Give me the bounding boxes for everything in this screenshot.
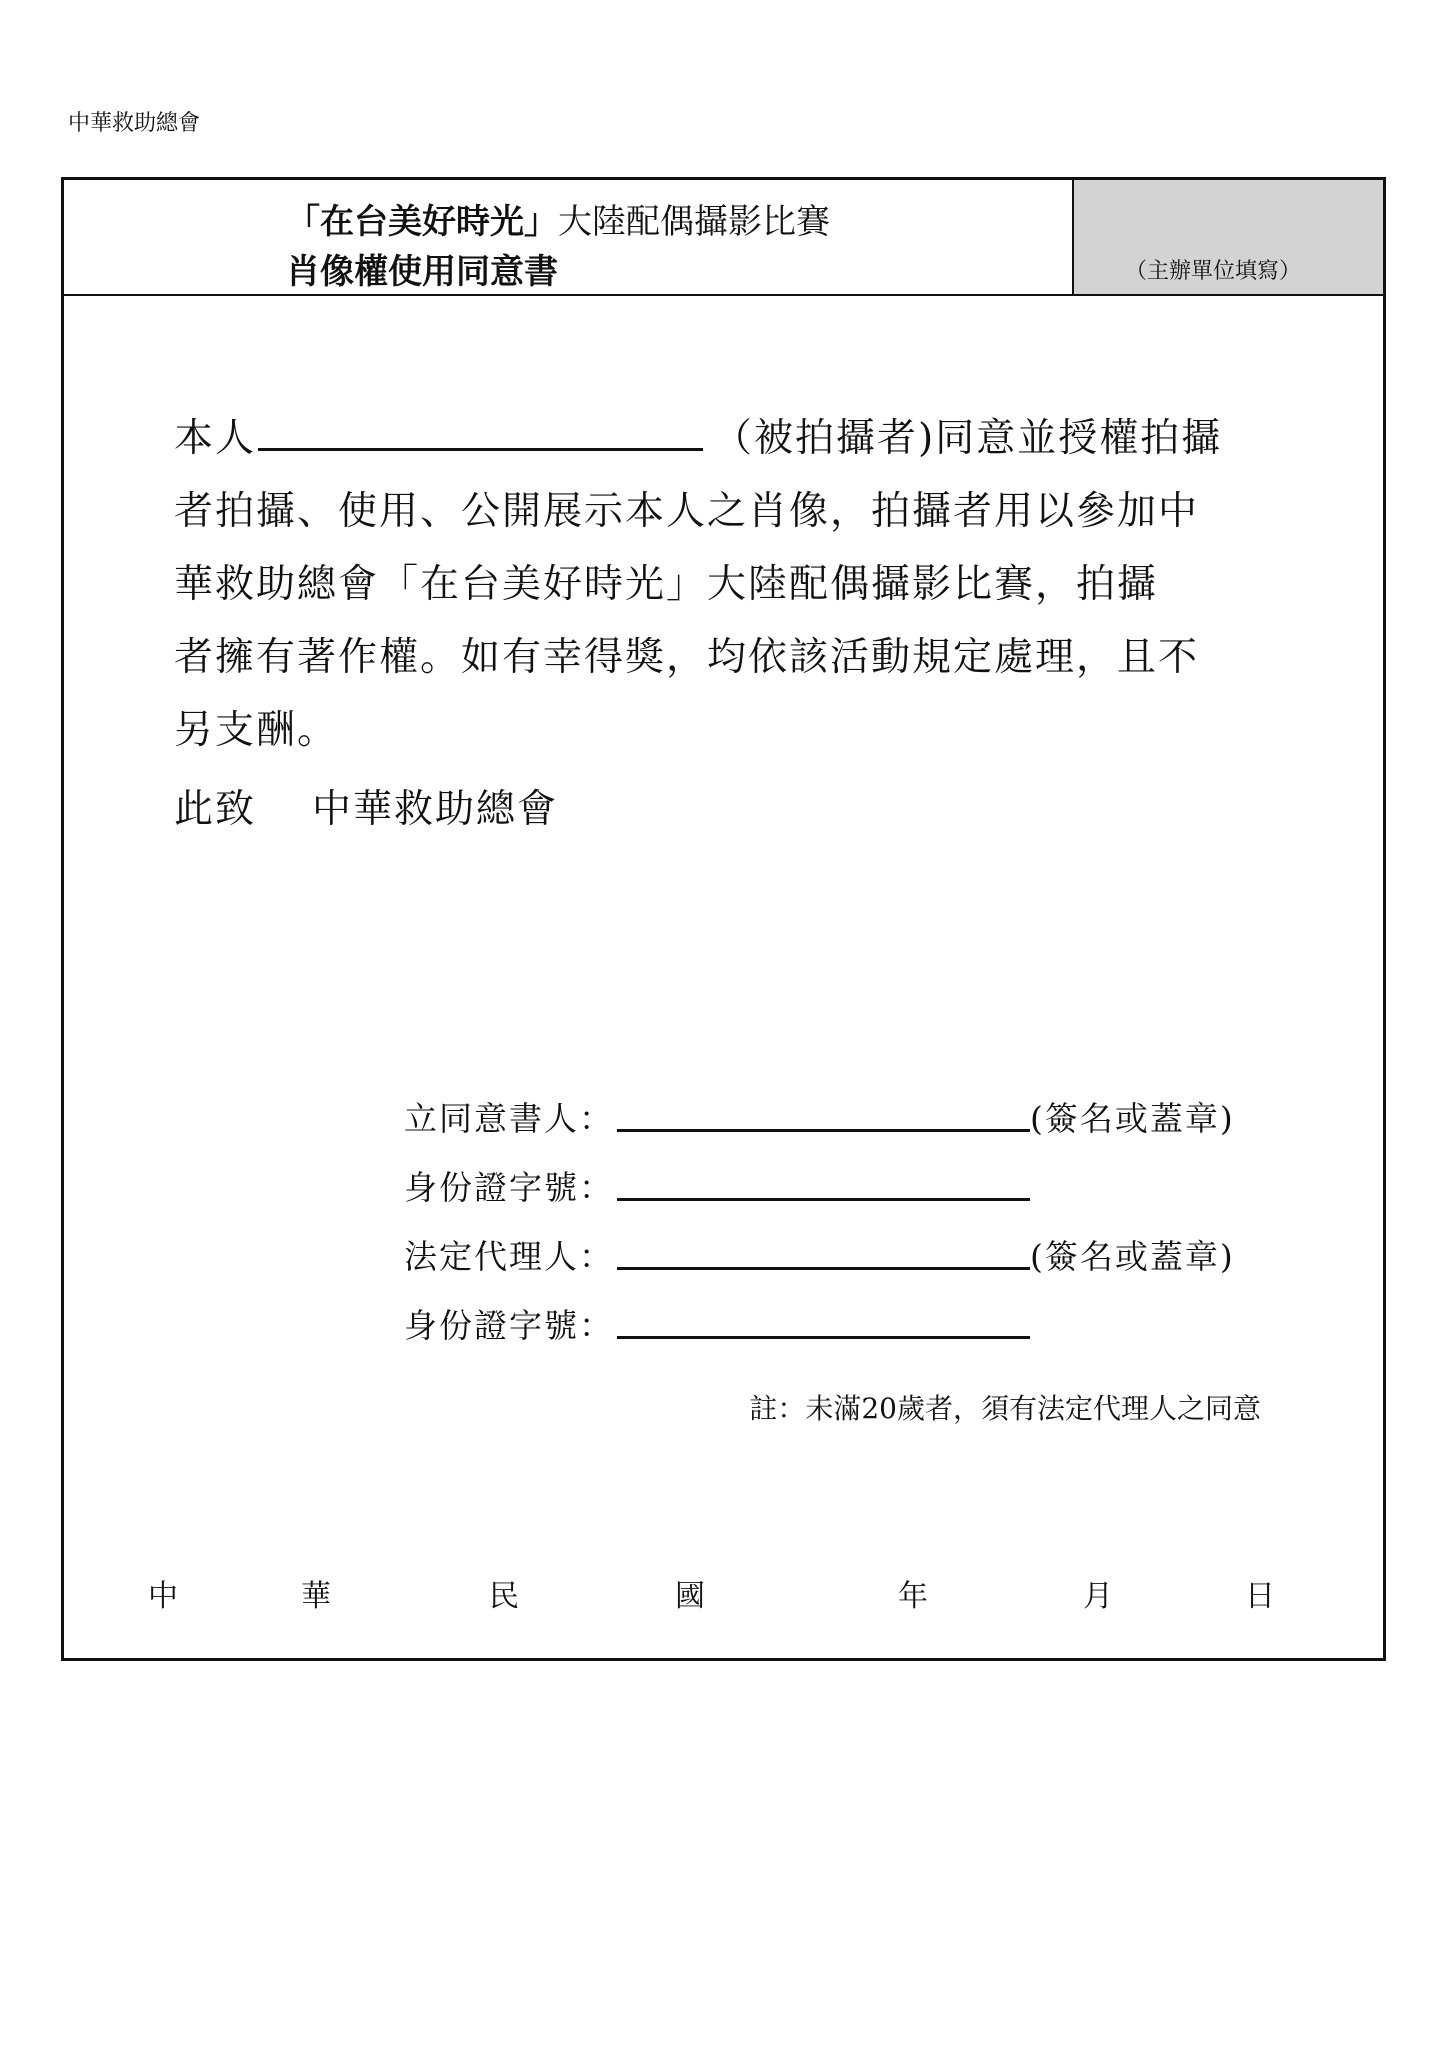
contest-name: 大陸配偶攝影比賽 [558,202,830,242]
consent-form [61,177,1386,1661]
guardian-id-row [404,1300,614,1350]
organization-header: 中華救助總會 [68,111,201,136]
guardian-id-label: 身份證字號： [404,1306,614,1345]
statement-line-5: 另支酬。 [174,708,339,753]
title-cell [64,180,1074,294]
consenter-sign-hint: (簽名或蓋章) [1030,1099,1235,1138]
consenter-signature-field[interactable] [617,1129,1030,1132]
date-day-label: 日 [1245,1579,1275,1614]
guardian-id-field[interactable] [617,1336,1030,1339]
statement-line-3: 華救助總會「在台美好時光」大陸配偶攝影比賽，拍攝 [174,562,1159,607]
office-use-box [1074,180,1383,294]
date-char-2: 華 [301,1579,331,1614]
guardian-signature-row [404,1231,1235,1281]
guardian-signature-field[interactable] [617,1267,1030,1270]
form-title [286,194,830,243]
subject-name-blank[interactable] [258,400,703,451]
office-use-note: （主辦單位填寫） [1124,259,1301,284]
date-char-4: 國 [675,1579,705,1614]
consenter-label: 立同意書人： [404,1099,614,1138]
statement-line-1 [174,400,1284,475]
consenter-id-label: 身份證字號： [404,1168,614,1207]
recipient: 中華救助總會 [312,787,559,832]
date-year-label: 年 [898,1579,928,1614]
guardian-sign-hint: (簽名或蓋章) [1030,1237,1235,1276]
statement-line-1-text: （被拍攝者)同意並授權拍攝 [713,416,1223,461]
guardian-label: 法定代理人： [404,1237,614,1276]
consenter-id-field[interactable] [617,1198,1030,1201]
statement-line-2: 者拍攝、使用、公開展示本人之肖像，拍攝者用以參加中 [174,489,1200,534]
title-row [64,180,1383,296]
form-subtitle: 肖像權使用同意書 [286,252,558,292]
consenter-id-row [404,1162,614,1212]
date-month-label: 月 [1083,1579,1113,1614]
event-name: 「在台美好時光」 [286,202,558,242]
date-char-1: 中 [148,1579,178,1614]
consenter-signature-row [404,1093,1235,1143]
age-note: 註：未滿20歲者，須有法定代理人之同意 [749,1392,1261,1425]
statement-prefix: 本人 [174,416,257,461]
consent-statement [174,400,1284,767]
salutation: 此致 [174,787,257,832]
closing-line [174,778,558,834]
date-char-3: 民 [489,1579,519,1614]
statement-line-4: 者擁有著作權。如有幸得獎，均依該活動規定處理，且不 [174,635,1200,680]
